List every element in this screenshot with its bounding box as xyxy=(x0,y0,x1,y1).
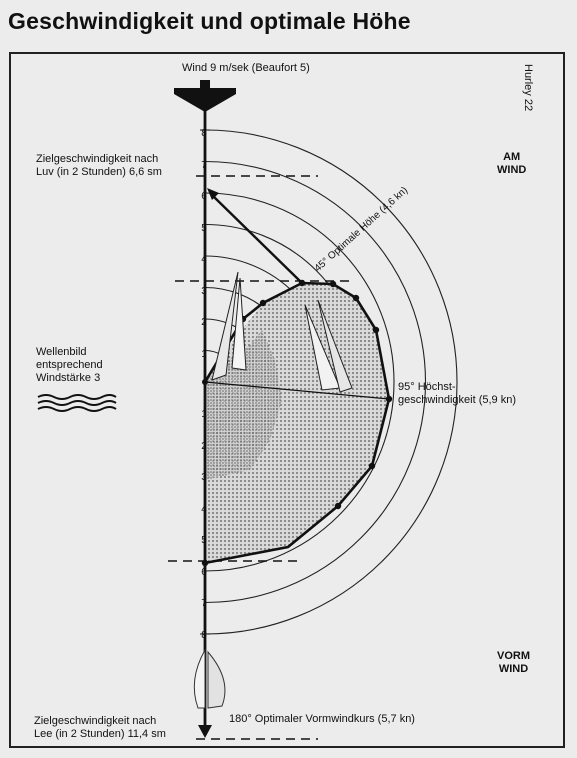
tick-up-6: 6 xyxy=(201,191,207,202)
vmg-arrow xyxy=(213,196,302,283)
page-title: Geschwindigkeit und optimale Höhe xyxy=(8,8,411,34)
tick-up-8: 8 xyxy=(201,128,207,139)
tick-down-1: 1 xyxy=(201,409,207,420)
tick-down-7: 7 xyxy=(201,598,207,609)
wind-arrow xyxy=(174,88,236,112)
tick-up-1: 1 xyxy=(201,349,207,360)
vmg-arrowhead xyxy=(207,188,219,200)
wind-label: Wind 9 m/sek (Beaufort 5) xyxy=(182,62,310,74)
max-speed-label: 95° Höchst- geschwindigkeit (5,9 kn) xyxy=(398,381,517,406)
tick-down-5: 5 xyxy=(201,535,207,546)
tick-down-2: 2 xyxy=(201,441,207,452)
tick-up-4: 4 xyxy=(201,254,207,265)
am-wind-label: AM WIND xyxy=(497,151,527,176)
downwind-target-label: Zielgeschwindigkeit nach Lee (in 2 Stunden) 11,4 sm xyxy=(34,715,166,740)
tick-up-2: 2 xyxy=(201,317,207,328)
boat-model-label: Hurley 22 xyxy=(522,64,534,112)
tick-down-3: 3 xyxy=(201,472,207,483)
tick-down-6: 6 xyxy=(201,567,207,578)
downwind-course-label: 180° Optimaler Vormwindkurs (5,7 kn) xyxy=(229,713,415,725)
tick-up-7: 7 xyxy=(201,160,207,171)
optimal-height-label: 45° Optimale Höhe (4,6 kn) xyxy=(312,184,411,275)
polar-point xyxy=(373,327,379,333)
axis-arrow-bottom xyxy=(198,725,212,738)
polar-point xyxy=(369,463,375,469)
upwind-target-label: Zielgeschwindigkeit nach Luv (in 2 Stunden) 6,6 sm xyxy=(36,153,162,178)
polar-point xyxy=(335,503,341,509)
polar-point xyxy=(260,300,266,306)
sail-icon-downwind xyxy=(194,650,225,708)
waves-icon xyxy=(38,395,116,411)
tick-down-8: 8 xyxy=(201,630,207,641)
tick-down-4: 4 xyxy=(201,504,207,515)
tick-up-3: 3 xyxy=(201,286,207,297)
tick-up-5: 5 xyxy=(201,223,207,234)
vorm-wind-label: VORM WIND xyxy=(497,650,530,675)
waves-label: Wellenbild entsprechend Windstärke 3 xyxy=(36,346,103,384)
polar-point xyxy=(353,295,359,301)
